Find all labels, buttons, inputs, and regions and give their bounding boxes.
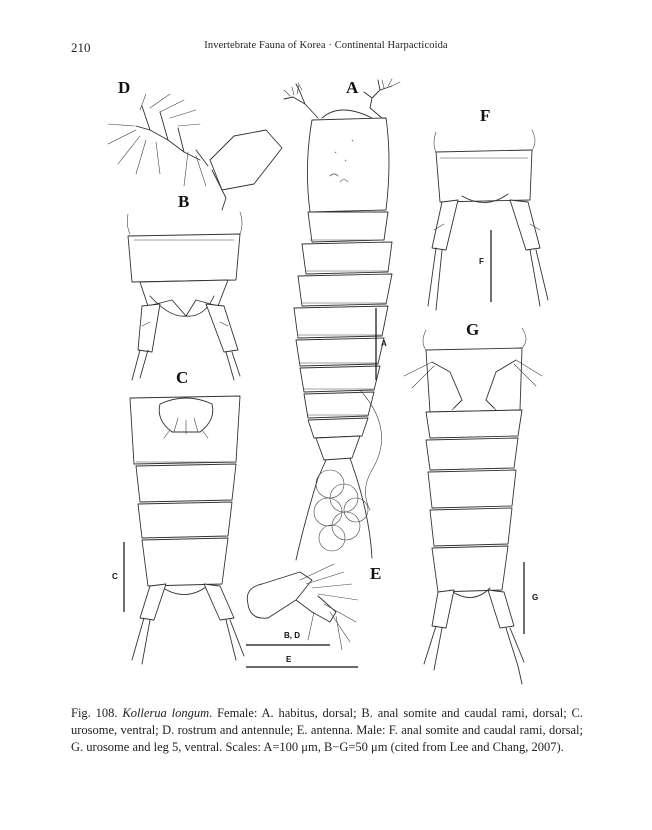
figure-caption — [71, 705, 583, 756]
scale-label-g: G — [532, 593, 539, 602]
panel-f-drawing — [428, 130, 548, 310]
panel-g-drawing — [404, 328, 542, 684]
panel-label-d: D — [118, 78, 131, 97]
scale-label-bd: B, D — [284, 631, 300, 640]
figure-number: Fig. 108. — [71, 706, 118, 720]
panel-a-habitus-drawing — [284, 79, 400, 560]
panel-label-c: C — [176, 368, 189, 387]
running-header: Invertebrate Fauna of Korea · Continental Harpacticoida — [204, 40, 448, 51]
panel-label-b: B — [178, 192, 190, 211]
panel-e-drawing — [247, 564, 358, 650]
scale-label-c: C — [112, 572, 118, 581]
scale-label-f: F — [479, 257, 484, 266]
scale-label-a: A — [381, 339, 387, 348]
panel-label-a: A — [346, 78, 359, 97]
panel-c-drawing — [130, 396, 244, 664]
panel-label-e: E — [370, 564, 382, 583]
scale-label-e: E — [286, 655, 292, 664]
species-name: Kollerua longum — [122, 706, 210, 720]
page-number: 210 — [71, 40, 91, 55]
panel-label-g: G — [466, 320, 480, 339]
panel-d-drawing — [108, 94, 282, 210]
caption-text: . Female: A. habitus, dorsal; B. anal somite and caudal rami, dorsal; C. urosome, ventral; D. rostrum and antennule; E. antenna. Male: F. anal somite and caudal rami, dorsal; G. urosome and leg 5, ventral. Scales: A=100 μm, B−G=50 μm (cited from Lee and Chang, 2007). — [71, 706, 584, 754]
panel-label-f: F — [480, 106, 491, 125]
panel-b-drawing — [127, 212, 242, 380]
